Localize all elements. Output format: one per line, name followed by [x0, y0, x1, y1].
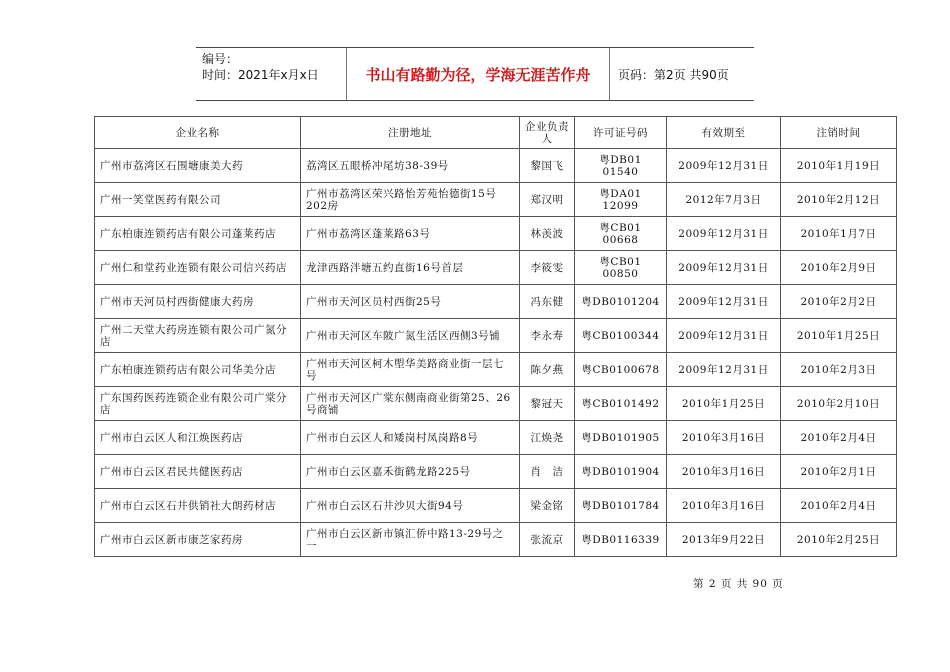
page-footer: 第 2 页 共 90 页 [693, 578, 784, 590]
cell-license: 粤DB0101204 [575, 285, 667, 319]
cell-valid-until: 2010年3月16日 [667, 489, 781, 523]
cell-valid-until: 2009年12月31日 [667, 217, 781, 251]
header-motto: 书山有路勤为径，学海无涯苦作舟 [347, 48, 610, 100]
header-meta [196, 48, 347, 100]
cell-company-name: 广东柏康连锁药店有限公司蓬莱药店 [95, 217, 301, 251]
cell-person: 李永寿 [520, 319, 575, 353]
header-page-label: 页码：第2页 共90页 [618, 67, 729, 82]
cell-cancel-date: 2010年2月2日 [781, 285, 897, 319]
col-header-address: 注册地址 [301, 117, 520, 149]
cell-license: 粤CB0101492 [575, 387, 667, 421]
document-time-label: 时间：2021年x月x日 [202, 68, 319, 82]
cancellation-table [94, 116, 897, 557]
document-number-label: 编号： [202, 52, 239, 66]
cell-cancel-date: 2010年2月4日 [781, 421, 897, 455]
cell-person: 肖 洁 [520, 455, 575, 489]
cell-address: 广州市荔湾区蓬莱路63号 [301, 217, 520, 251]
cell-valid-until: 2009年12月31日 [667, 251, 781, 285]
cell-cancel-date: 2010年2月10日 [781, 387, 897, 421]
cell-address: 广州市天河区员村西街25号 [301, 285, 520, 319]
col-header-cancel-date: 注销时间 [781, 117, 897, 149]
cell-company-name: 广州市天河员村西街健康大药房 [95, 285, 301, 319]
cell-address: 广州市天河区广棠东侧南商业街第25、26号商铺 [301, 387, 520, 421]
cell-person: 林羡波 [520, 217, 575, 251]
cell-valid-until: 2010年1月25日 [667, 387, 781, 421]
cell-person: 郑汉明 [520, 183, 575, 217]
cell-company-name: 广州二天堂大药房连锁有限公司广氮分店 [95, 319, 301, 353]
cell-valid-until: 2010年3月16日 [667, 455, 781, 489]
cell-cancel-date: 2010年2月12日 [781, 183, 897, 217]
cell-person: 黎国飞 [520, 149, 575, 183]
cell-cancel-date: 2010年2月25日 [781, 523, 897, 557]
cell-person: 冯东健 [520, 285, 575, 319]
cell-cancel-date: 2010年2月4日 [781, 489, 897, 523]
cell-address: 广州市白云区人和矮岗村凤岗路8号 [301, 421, 520, 455]
cell-license: 粤DB0101904 [575, 455, 667, 489]
cell-license: 粤DB0101784 [575, 489, 667, 523]
cell-cancel-date: 2010年1月7日 [781, 217, 897, 251]
cell-person: 黎冠天 [520, 387, 575, 421]
col-header-valid-until: 有效期至 [667, 117, 781, 149]
cell-company-name: 广州市白云区人和江焕医药店 [95, 421, 301, 455]
cell-license: 粤DB0116339 [575, 523, 667, 557]
cell-valid-until: 2009年12月31日 [667, 319, 781, 353]
table-row [95, 523, 897, 557]
cell-valid-until: 2009年12月31日 [667, 353, 781, 387]
cell-company-name: 广州一笑堂医药有限公司 [95, 183, 301, 217]
table-row [95, 387, 897, 421]
cell-cancel-date: 2010年2月3日 [781, 353, 897, 387]
cell-person: 陈夕燕 [520, 353, 575, 387]
table-row [95, 183, 897, 217]
cell-valid-until: 2012年7月3日 [667, 183, 781, 217]
cell-cancel-date: 2010年2月9日 [781, 251, 897, 285]
table-row [95, 353, 897, 387]
col-header-company-name: 企业名称 [95, 117, 301, 149]
cell-license: 粤DB01 01540 [575, 149, 667, 183]
cell-company-name: 广东国药医药连锁企业有限公司广棠分店 [95, 387, 301, 421]
table-row [95, 319, 897, 353]
cell-company-name: 广东柏康连锁药店有限公司华美分店 [95, 353, 301, 387]
table-row [95, 455, 897, 489]
cell-license: 粤DA01 12099 [575, 183, 667, 217]
cell-address: 广州市荔湾区荣兴路怡芳苑怡德街15号202房 [301, 183, 520, 217]
cell-company-name: 广州市白云区石井供销社大朗药材店 [95, 489, 301, 523]
cell-company-name: 广州市荔湾区石围塘康美大药 [95, 149, 301, 183]
cell-valid-until: 2009年12月31日 [667, 149, 781, 183]
cell-company-name: 广州市白云区新市康芝家药房 [95, 523, 301, 557]
table-row [95, 285, 897, 319]
table-row [95, 421, 897, 455]
cell-person: 张流京 [520, 523, 575, 557]
cell-person: 江焕尧 [520, 421, 575, 455]
cell-address: 广州市天河区车陂广氮生活区西侧3号铺 [301, 319, 520, 353]
cell-valid-until: 2013年9月22日 [667, 523, 781, 557]
cell-address: 广州市白云区新市镇汇侨中路13-29号之一 [301, 523, 520, 557]
cell-person: 李筱雯 [520, 251, 575, 285]
cell-address: 广州市白云区嘉禾街鹤龙路225号 [301, 455, 520, 489]
cell-license: 粤CB0100344 [575, 319, 667, 353]
cell-license: 粤DB0101905 [575, 421, 667, 455]
cell-license: 粤CB01 00668 [575, 217, 667, 251]
col-header-person: 企业负责人 [520, 117, 575, 149]
table-row [95, 251, 897, 285]
cell-address: 广州市白云区石井沙贝大街94号 [301, 489, 520, 523]
cell-cancel-date: 2010年2月1日 [781, 455, 897, 489]
col-header-license: 许可证号码 [575, 117, 667, 149]
cell-license: 粤CB01 00850 [575, 251, 667, 285]
table-row [95, 489, 897, 523]
cell-address: 荔湾区五眼桥冲尾坊38-39号 [301, 149, 520, 183]
page-header [196, 47, 754, 101]
cell-address: 龙津西路泮塘五约直街16号首层 [301, 251, 520, 285]
table-row [95, 217, 897, 251]
table-row [95, 149, 897, 183]
cell-person: 梁金铭 [520, 489, 575, 523]
cell-address: 广州市天河区柯木塱华美路商业街一层七号 [301, 353, 520, 387]
cell-company-name: 广州市白云区君民共健医药店 [95, 455, 301, 489]
table-header-row [95, 117, 897, 149]
cell-license: 粤CB0100678 [575, 353, 667, 387]
cell-company-name: 广州仁和堂药业连锁有限公司信兴药店 [95, 251, 301, 285]
cell-cancel-date: 2010年1月19日 [781, 149, 897, 183]
cell-cancel-date: 2010年1月25日 [781, 319, 897, 353]
cell-valid-until: 2010年3月16日 [667, 421, 781, 455]
cell-valid-until: 2009年12月31日 [667, 285, 781, 319]
